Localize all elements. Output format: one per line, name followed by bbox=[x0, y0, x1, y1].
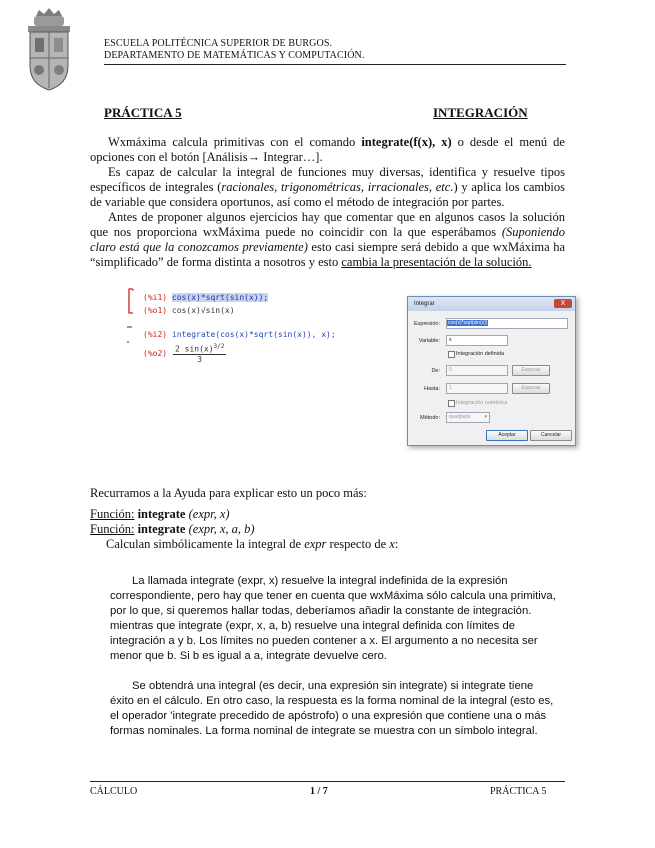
body-paragraph-1: La llamada integrate (expr, x) resuelve la integral indefinida de la expresión correspondiente, pero hay que tener en cuenta que wxMáxima sólo calcula una primitiva, por lo que, si queremos hallar todas, deberíamos añadir la constante de integración. mientras que integrate (expr, x, a, b) resuelve una integral definida con límites de integración a y b. Los límites no pueden contener a x. El argumento a no necesita ser menor que b. Si b es igual a a, integrate devuelve cero. bbox=[110, 575, 556, 662]
function-signature-2 bbox=[90, 522, 255, 537]
function-label-1: Función: bbox=[90, 507, 135, 521]
dialog-title: Integrar bbox=[414, 301, 435, 307]
output-expr-1: cos(x)√sin(x) bbox=[171, 306, 235, 315]
fraction-denominator: 3 bbox=[197, 354, 203, 364]
intro-paragraph-2: Es capaz de calcular la integral de funciones muy diversas, identifica y resuelve tipos específicos de integrales (racionales, trigonométricas, irracionales, etc.) y aplica los cambios de variable que considera oportunos, así como el método de integración por partes. bbox=[90, 165, 565, 209]
from-input[interactable] bbox=[446, 365, 508, 376]
footer-rule bbox=[90, 781, 565, 782]
output-fraction-2 bbox=[173, 343, 226, 364]
footer-right: PRÁCTICA 5 bbox=[490, 786, 547, 797]
wxmaxima-snippet bbox=[125, 287, 380, 372]
accept-button[interactable]: Aceptar bbox=[486, 430, 528, 441]
intro-text bbox=[90, 135, 565, 270]
function-args-1: (expr, x) bbox=[185, 507, 230, 521]
numeric-checkbox[interactable] bbox=[448, 400, 455, 407]
method-select[interactable] bbox=[446, 412, 490, 423]
chevron-down-icon: ▾ bbox=[484, 414, 487, 420]
topic-title: INTEGRACIÓN bbox=[433, 105, 528, 120]
from-label: De: bbox=[431, 368, 440, 374]
output-label-2: (%o2) bbox=[143, 349, 168, 358]
crest-icon bbox=[24, 8, 74, 92]
close-button[interactable]: X bbox=[554, 299, 572, 308]
to-special-button[interactable]: Especial bbox=[512, 383, 550, 394]
expression-label: Expresión: bbox=[414, 321, 440, 327]
fraction-exponent: 3/2 bbox=[213, 343, 225, 350]
page-number: 1 / 7 bbox=[310, 786, 328, 797]
intro-paragraph-3: Antes de proponer algunos ejercicios hay que comentar que en algunos casos la solución que nos proporciona wxMáxima puede no coincidir con la que esperábamos (Suponiendo claro está que la conozcamos previamente) esto casi siempre será debido a que wxMáxima ha “simplificado” de forma distinta a nosotros y esto cambia la presentación de la solución. bbox=[90, 210, 565, 269]
cell-bracket-icon bbox=[125, 287, 137, 367]
input-cell-1[interactable] bbox=[143, 293, 268, 302]
expression-input[interactable] bbox=[446, 318, 568, 329]
dialog-titlebar[interactable] bbox=[408, 297, 575, 311]
body-text bbox=[110, 574, 558, 739]
input-code-1: cos(x)*sqrt(sin(x)); bbox=[171, 293, 269, 302]
output-cell-2 bbox=[143, 349, 167, 358]
expression-value: cos(x)*sqrt(sin(x)) bbox=[448, 320, 488, 326]
function-name-2: integrate bbox=[137, 522, 186, 536]
output-cell-1 bbox=[143, 306, 235, 315]
definite-label: Integración definida bbox=[456, 351, 505, 357]
function-name-1: integrate bbox=[137, 507, 186, 521]
intro-paragraph-1: Wxmáxima calcula primitivas con el comando integrate(f(x), x) o desde el menú de opciones con el botón [Análisis→ Integrar…]. bbox=[90, 135, 565, 164]
header-school: ESCUELA POLITÉCNICA SUPERIOR DE BURGOS. bbox=[104, 38, 333, 49]
footer-left: CÁLCULO bbox=[90, 786, 138, 797]
function-label-2: Función: bbox=[90, 522, 135, 536]
header-rule bbox=[104, 64, 566, 65]
function-description: Calculan simbólicamente la integral de expr respecto de x: bbox=[106, 537, 399, 551]
function-signature-1 bbox=[90, 507, 230, 522]
function-args-2: (expr, x, a, b) bbox=[185, 522, 255, 536]
input-code-2: integrate(cos(x)*sqrt(sin(x)), x); bbox=[171, 330, 336, 339]
method-label: Método: bbox=[420, 415, 440, 421]
header-department: DEPARTAMENTO DE MATEMÁTICAS Y COMPUTACIÓN. bbox=[104, 50, 365, 61]
variable-input[interactable] bbox=[446, 335, 508, 346]
practice-title: PRÁCTICA 5 bbox=[104, 105, 182, 120]
from-special-button[interactable]: Especial bbox=[512, 365, 550, 376]
help-intro: Recurramos a la Ayuda para explicar esto un poco más: bbox=[90, 486, 367, 500]
fraction-numerator: 2 sin(x) bbox=[175, 344, 214, 354]
from-value: 0 bbox=[449, 367, 452, 373]
input-label-1: (%i1) bbox=[143, 293, 168, 302]
method-value: quadpack bbox=[449, 414, 471, 420]
definite-checkbox[interactable] bbox=[448, 351, 455, 358]
to-label: Hasta: bbox=[424, 386, 440, 392]
cancel-button[interactable]: Cancelar bbox=[530, 430, 572, 441]
body-paragraph-2: Se obtendrá una integral (es decir, una expresión sin integrate) si integrate tiene éxito en el cálculo. En otro caso, la respuesta es la forma nominal de la integral (esto es, el operador 'integrate precedido de apóstrofo) o una expresión que contiene una o más formas nominales. La forma nominal de integrate se muestra con un símbolo integral. bbox=[110, 680, 554, 737]
to-input[interactable] bbox=[446, 383, 508, 394]
variable-label: Variable: bbox=[418, 338, 440, 344]
output-label-1: (%o1) bbox=[143, 306, 168, 315]
input-cell-2[interactable] bbox=[143, 330, 336, 339]
input-label-2: (%i2) bbox=[143, 330, 168, 339]
integrate-dialog bbox=[407, 296, 576, 446]
numeric-label: Integración numérica bbox=[456, 400, 508, 406]
variable-value: x bbox=[449, 337, 452, 343]
to-value: 1 bbox=[449, 385, 452, 391]
